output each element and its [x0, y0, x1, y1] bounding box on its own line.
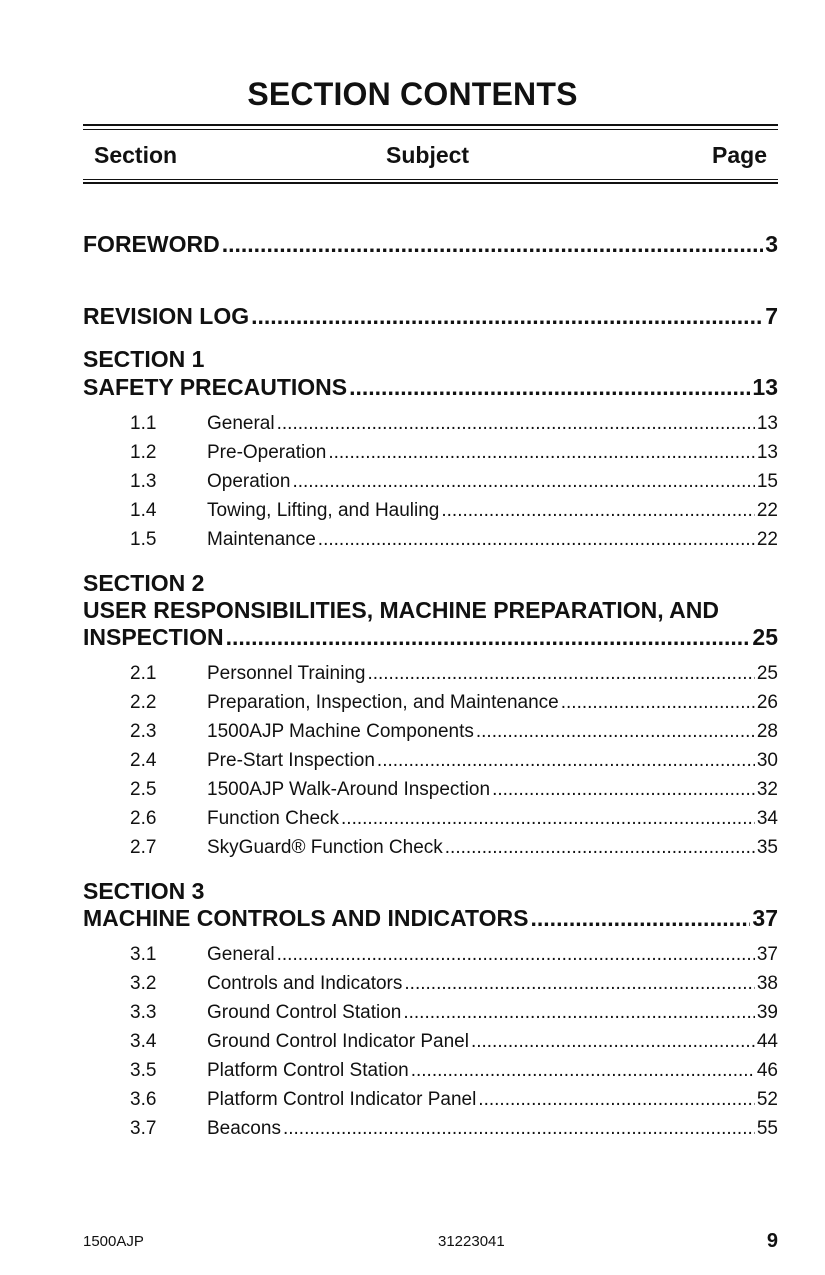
toc-entry-page: 13 — [752, 374, 778, 400]
subentry-number: 3.6 — [130, 1089, 157, 1110]
subentry-page: 13 — [756, 442, 778, 463]
toc-subentry[interactable] — [130, 1030, 778, 1054]
subentry-number: 2.4 — [130, 750, 157, 771]
section-1-number: SECTION 1 — [83, 346, 205, 372]
subentry-title: Ground Control Station — [207, 1002, 402, 1023]
toc-subentry[interactable] — [130, 720, 778, 744]
subentry-page: 44 — [756, 1031, 778, 1052]
dot-leader — [404, 972, 754, 996]
dot-leader — [251, 303, 763, 330]
toc-entry-label: FOREWORD — [83, 231, 220, 257]
subentry-number: 1.5 — [130, 529, 157, 550]
dot-leader — [318, 528, 755, 552]
section-2-title-line: USER RESPONSIBILITIES, MACHINE PREPARATION, AND — [83, 597, 719, 623]
toc-subentry[interactable] — [130, 470, 778, 494]
toc-entry-page: 25 — [752, 624, 778, 650]
subentry-page: 39 — [756, 1002, 778, 1023]
subentry-page: 32 — [756, 779, 778, 800]
subentry-page: 22 — [756, 529, 778, 550]
subentry-page: 38 — [756, 973, 778, 994]
column-header-page: Page — [712, 142, 767, 168]
subentry-page: 22 — [756, 500, 778, 521]
subentry-page: 55 — [756, 1118, 778, 1139]
column-header-section: Section — [94, 142, 178, 168]
toc-subentry[interactable] — [130, 691, 778, 715]
subentry-page: 28 — [756, 721, 778, 742]
subentry-page: 46 — [756, 1060, 778, 1081]
dot-leader — [367, 662, 754, 686]
column-header-subject: Subject — [386, 142, 470, 168]
header-rule-top — [83, 124, 778, 126]
dot-leader — [492, 778, 755, 802]
dot-leader — [531, 905, 751, 932]
dot-leader — [341, 807, 755, 831]
toc-entry-page: 37 — [752, 905, 778, 931]
subentry-number: 1.1 — [130, 413, 157, 434]
toc-entry-section-1[interactable] — [83, 374, 778, 401]
toc-subentry[interactable] — [130, 749, 778, 773]
toc-subentry[interactable] — [130, 836, 778, 860]
toc-subentry[interactable] — [130, 778, 778, 802]
subentry-title: Controls and Indicators — [207, 973, 403, 994]
subentry-number: 1.4 — [130, 500, 157, 521]
section-2-number: SECTION 2 — [83, 570, 205, 596]
subentry-page: 35 — [756, 837, 778, 858]
subentry-title: Pre-Start Inspection — [207, 750, 375, 771]
dot-leader — [277, 412, 755, 436]
subentry-number: 1.3 — [130, 471, 157, 492]
subentry-number: 2.5 — [130, 779, 157, 800]
subentry-title: Preparation, Inspection, and Maintenance — [207, 692, 559, 713]
dot-leader — [478, 1088, 755, 1112]
dot-leader — [377, 749, 755, 773]
subentry-number: 2.7 — [130, 837, 157, 858]
toc-entry-revision-log[interactable] — [83, 303, 778, 330]
toc-subentry[interactable] — [130, 528, 778, 552]
subentry-number: 3.7 — [130, 1118, 157, 1139]
dot-leader — [445, 836, 755, 860]
subentry-page: 26 — [756, 692, 778, 713]
dot-leader — [222, 231, 763, 258]
subentry-title: Personnel Training — [207, 663, 366, 684]
toc-entry-label: REVISION LOG — [83, 303, 250, 329]
page-title: SECTION CONTENTS — [247, 76, 578, 112]
toc-subentry[interactable] — [130, 1088, 778, 1112]
dot-leader — [226, 624, 751, 651]
footer-page-number: 9 — [766, 1230, 778, 1252]
dot-leader — [471, 1030, 755, 1054]
dot-leader — [277, 943, 755, 967]
toc-subentry[interactable] — [130, 412, 778, 436]
subentry-number: 3.3 — [130, 1002, 157, 1023]
subentry-title: Beacons — [207, 1118, 281, 1139]
toc-subentry[interactable] — [130, 499, 778, 523]
subentry-title: Platform Control Station — [207, 1060, 409, 1081]
dot-leader — [441, 499, 754, 523]
subentry-page: 30 — [756, 750, 778, 771]
section-3-number: SECTION 3 — [83, 878, 205, 904]
toc-subentry[interactable] — [130, 807, 778, 831]
subentry-title: General — [207, 944, 275, 965]
subentry-page: 37 — [756, 944, 778, 965]
toc-subentry[interactable] — [130, 441, 778, 465]
dot-leader — [403, 1001, 755, 1025]
subentry-title: Platform Control Indicator Panel — [207, 1089, 477, 1110]
subentry-title: General — [207, 413, 275, 434]
subentry-number: 3.4 — [130, 1031, 157, 1052]
toc-subentry[interactable] — [130, 662, 778, 686]
toc-entry-foreword[interactable] — [83, 231, 778, 258]
subentry-title: 1500AJP Machine Components — [207, 721, 474, 742]
toc-subentry[interactable] — [130, 1117, 778, 1141]
toc-subentry[interactable] — [130, 1001, 778, 1025]
toc-entry-section-3[interactable] — [83, 905, 778, 932]
toc-entry-page: 3 — [765, 231, 778, 257]
subentry-title: SkyGuard® Function Check — [207, 837, 443, 858]
subentry-title: Function Check — [207, 808, 340, 829]
subentry-number: 1.2 — [130, 442, 157, 463]
subentry-number: 3.2 — [130, 973, 157, 994]
toc-entry-label: SAFETY PRECAUTIONS — [83, 374, 348, 400]
subentry-number: 2.6 — [130, 808, 157, 829]
dot-leader — [283, 1117, 755, 1141]
subentry-page: 13 — [756, 413, 778, 434]
subentry-title: Maintenance — [207, 529, 316, 550]
header-rule-top-thin — [83, 129, 778, 130]
subentry-title: Ground Control Indicator Panel — [207, 1031, 469, 1052]
subentry-number: 3.5 — [130, 1060, 157, 1081]
header-rule-bottom-thin — [83, 179, 778, 180]
footer-doc-number: 31223041 — [438, 1233, 505, 1250]
subentry-number: 3.1 — [130, 944, 157, 965]
dot-leader — [561, 691, 755, 715]
subentry-number: 2.2 — [130, 692, 157, 713]
subentry-page: 15 — [756, 471, 778, 492]
subentry-number: 2.3 — [130, 721, 157, 742]
dot-leader — [411, 1059, 755, 1083]
dot-leader — [328, 441, 755, 465]
toc-entry-label: INSPECTION — [83, 624, 224, 650]
subentry-title: Pre-Operation — [207, 442, 327, 463]
toc-subentry[interactable] — [130, 972, 778, 996]
dot-leader — [476, 720, 755, 744]
subentry-title: Operation — [207, 471, 291, 492]
toc-subentry[interactable] — [130, 943, 778, 967]
subentry-page: 25 — [756, 663, 778, 684]
dot-leader — [349, 374, 750, 401]
dot-leader — [292, 470, 754, 494]
header-rule-bottom — [83, 182, 778, 184]
subentry-number: 2.1 — [130, 663, 157, 684]
footer-model: 1500AJP — [83, 1233, 144, 1250]
subentry-title: 1500AJP Walk-Around Inspection — [207, 779, 491, 800]
toc-entry-section-2[interactable] — [83, 624, 778, 651]
toc-entry-label: MACHINE CONTROLS AND INDICATORS — [83, 905, 529, 931]
subentry-page: 52 — [756, 1089, 778, 1110]
subentry-title: Towing, Lifting, and Hauling — [207, 500, 440, 521]
toc-subentry[interactable] — [130, 1059, 778, 1083]
toc-entry-page: 7 — [765, 303, 778, 329]
subentry-page: 34 — [756, 808, 778, 829]
